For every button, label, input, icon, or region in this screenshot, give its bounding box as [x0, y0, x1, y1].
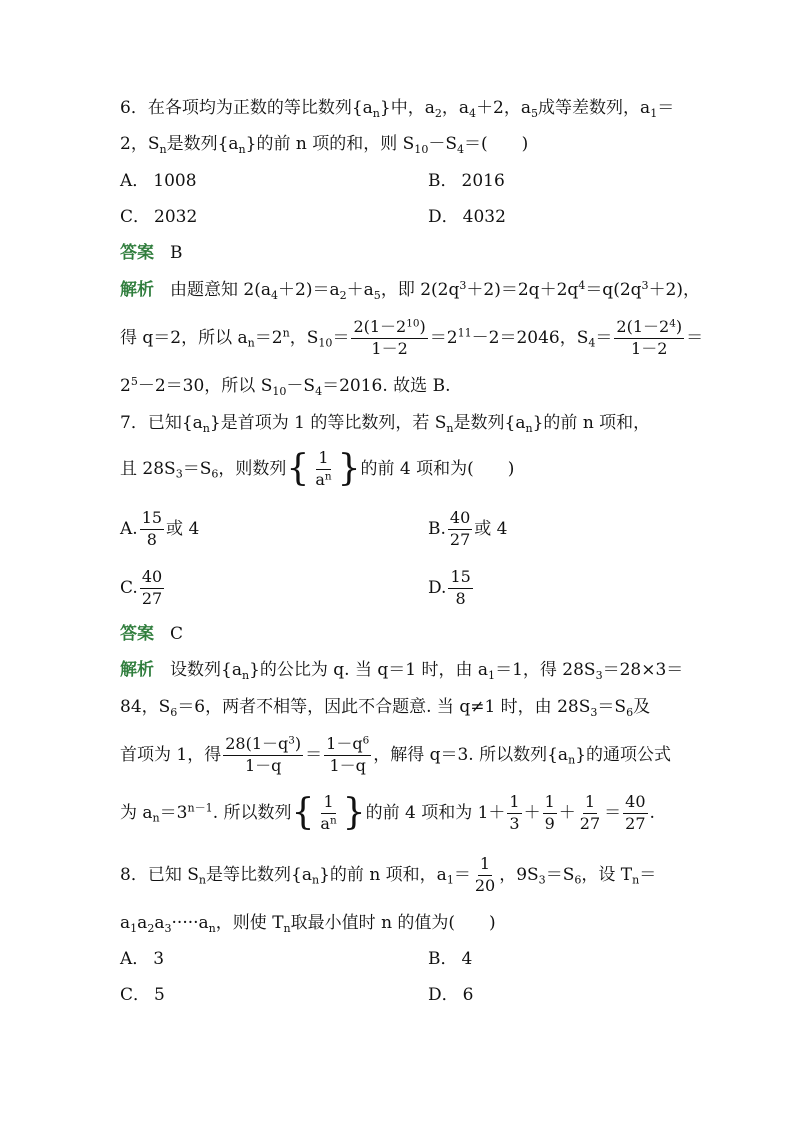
q7-answer-value: C	[170, 624, 184, 644]
q7-sum-term: $\frac{1}{9}$	[544, 792, 555, 833]
q8-number: 8．	[120, 864, 148, 885]
q7-option-d[interactable]: D. $\frac{15}{8}$	[428, 567, 471, 608]
q7-option-c[interactable]: C. $\frac{40}{27}$	[120, 567, 163, 608]
q7-sum-term: $\frac{1}{27}$	[579, 792, 601, 833]
q7-sum-result: $\frac{40}{27}$	[625, 792, 646, 833]
q6-fraction-s10: $\frac{2(1-2^{10})}{1-2}$	[353, 317, 426, 358]
q7-sequence-reciprocal: { $\frac{1}{a^n}$ }	[286, 448, 361, 490]
q7-fraction-rhs: $\frac{1-q^6}{1-q}$	[326, 734, 370, 775]
q6-fraction-s4: $\frac{2(1-2^4)}{1-2}$	[616, 317, 683, 358]
q7-sequence-reciprocal-2: { $\frac{1}{a^n}$ }	[291, 792, 366, 834]
answer-label: 答案	[120, 624, 154, 644]
q6-option-d[interactable]: D． 4032	[428, 207, 506, 227]
answer-label: 答案	[120, 243, 154, 263]
q6-answer-value: B	[170, 243, 183, 263]
analysis-label: 解析	[120, 660, 154, 680]
q6-number: 6．	[120, 98, 148, 118]
q6-option-c[interactable]: C． 2032	[120, 207, 198, 227]
analysis-label: 解析	[120, 280, 154, 300]
q8-option-d[interactable]: D． 6	[428, 985, 474, 1005]
q7-number: 7．	[120, 413, 148, 433]
q7-option-a[interactable]: A. $\frac{15}{8}$ 或 4	[120, 508, 200, 549]
q8-option-c[interactable]: C． 5	[120, 985, 165, 1005]
q6-option-b[interactable]: B． 2016	[428, 171, 505, 191]
q7-option-b[interactable]: B. $\frac{40}{27}$ 或 4	[428, 508, 508, 549]
q7-fraction-lhs: $\frac{28(1-q^3)}{1-q}$	[225, 734, 302, 775]
q7-sum-term: $\frac{1}{3}$	[509, 792, 520, 833]
q8-option-b[interactable]: B． 4	[428, 949, 473, 969]
q6-option-a[interactable]: A． 1008	[120, 171, 197, 191]
q8-option-a[interactable]: A． 3	[120, 949, 165, 969]
q8-fraction-a1: $\frac{1}{20}$	[474, 854, 496, 895]
